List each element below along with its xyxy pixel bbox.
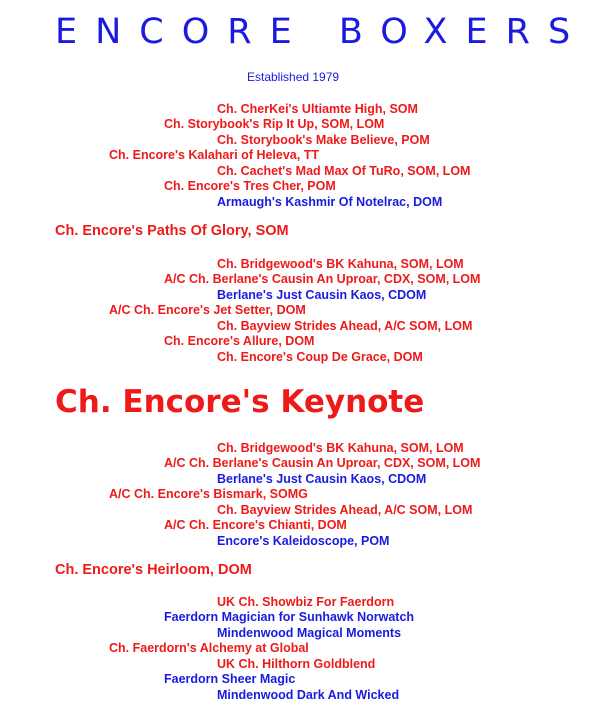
pedigree-line: A/C Ch. Berlane's Causin An Uproar, CDX, SOM, LOM bbox=[164, 456, 481, 470]
pedigree-line: Ch. Encore's Tres Cher, POM bbox=[164, 179, 336, 193]
pedigree-line: Ch. Bayview Strides Ahead, A/C SOM, LOM bbox=[217, 503, 473, 517]
pedigree-line: A/C Ch. Encore's Jet Setter, DOM bbox=[109, 303, 306, 317]
pedigree-line: Ch. Cachet's Mad Max Of TuRo, SOM, LOM bbox=[217, 164, 471, 178]
pedigree-line: A/C Ch. Berlane's Causin An Uproar, CDX, SOM, LOM bbox=[164, 272, 481, 286]
pedigree-line: A/C Ch. Encore's Chianti, DOM bbox=[164, 518, 347, 532]
pedigree-line: Ch. Faerdorn's Alchemy at Global bbox=[109, 641, 309, 655]
pedigree-line: Ch. Storybook's Make Believe, POM bbox=[217, 133, 430, 147]
pedigree-line: Faerdorn Magician for Sunhawk Norwatch bbox=[164, 610, 415, 624]
pedigree-line: Ch. Storybook's Rip It Up, SOM, LOM bbox=[164, 117, 385, 131]
dog-name: Ch. Encore's Paths Of Glory, SOM bbox=[55, 223, 289, 239]
pedigree-line: Encore's Kaleidoscope, POM bbox=[217, 534, 390, 548]
pedigree-line: Ch. Encore's Kalahari of Heleva, TT bbox=[109, 148, 319, 162]
pedigree-line: Ch. Bridgewood's BK Kahuna, SOM, LOM bbox=[217, 441, 464, 455]
dog-name: Ch. Encore's Heirloom, DOM bbox=[55, 562, 252, 578]
pedigree-line: Mindenwood Magical Moments bbox=[217, 626, 402, 640]
pedigree-line: UK Ch. Hilthorn Goldblend bbox=[217, 657, 376, 671]
pedigree-line: UK Ch. Showbiz For Faerdorn bbox=[217, 595, 395, 609]
pedigree-line: Ch. Bridgewood's BK Kahuna, SOM, LOM bbox=[217, 257, 464, 271]
pedigree-line: Berlane's Just Causin Kaos, CDOM bbox=[217, 288, 427, 302]
pedigree-line: A/C Ch. Encore's Bismark, SOMG bbox=[109, 487, 308, 501]
pedigree-line: Ch. Encore's Allure, DOM bbox=[164, 334, 315, 348]
pedigree-line: Berlane's Just Causin Kaos, CDOM bbox=[217, 472, 427, 486]
pedigree-line: Faerdorn Sheer Magic bbox=[164, 672, 296, 686]
pedigree-line: Ch. Bayview Strides Ahead, A/C SOM, LOM bbox=[217, 319, 473, 333]
featured-dog-name: Ch. Encore's Keynote bbox=[55, 384, 425, 420]
established-year: Established 1979 bbox=[247, 70, 340, 84]
pedigree-line: Ch. CherKei's Ultiamte High, SOM bbox=[217, 102, 418, 116]
page-title: ENCORE BOXERS bbox=[55, 12, 589, 52]
pedigree-line: Ch. Encore's Coup De Grace, DOM bbox=[217, 350, 423, 364]
pedigree-line: Mindenwood Dark And Wicked bbox=[217, 688, 400, 702]
pedigree-line: Armaugh's Kashmir Of Notelrac, DOM bbox=[217, 195, 443, 209]
